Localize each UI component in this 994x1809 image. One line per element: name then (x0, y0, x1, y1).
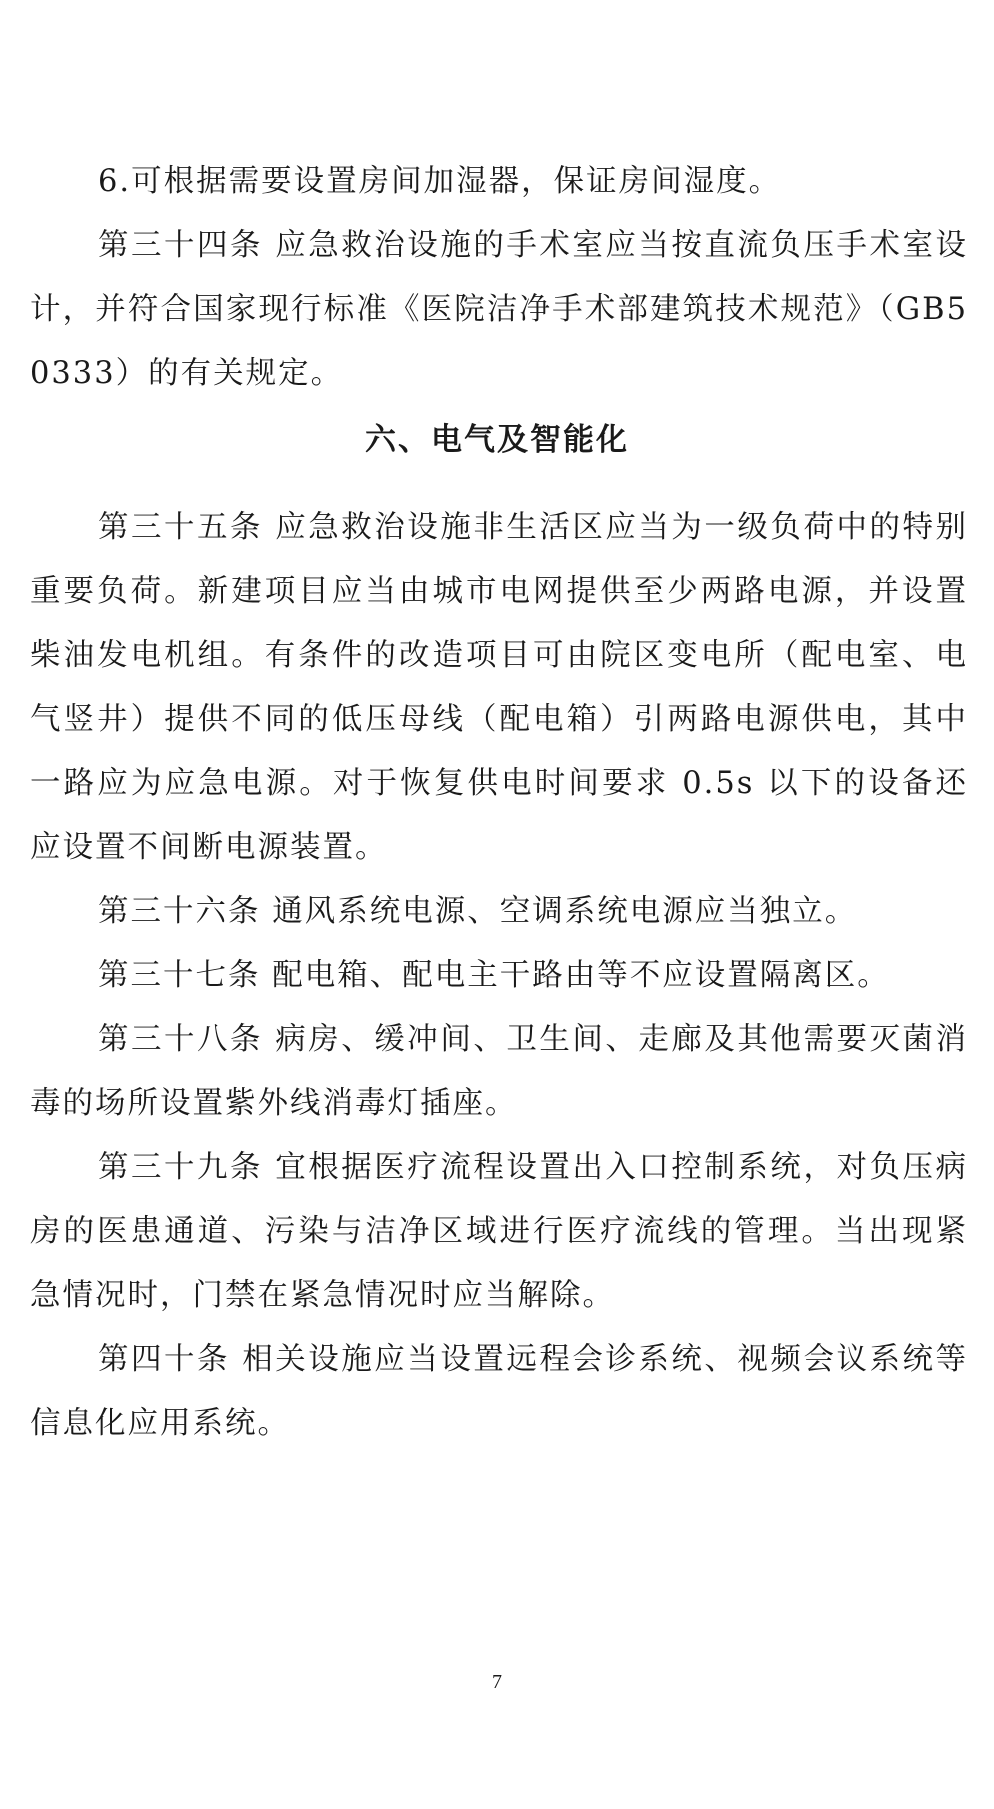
article-38: 第三十八条 病房、缓冲间、卫生间、走廊及其他需要灭菌消毒的场所设置紫外线消毒灯插座。 (30, 1022, 968, 1121)
section-heading: 六、电气及智能化 (365, 422, 629, 458)
article-37: 第三十七条 配电箱、配电主干路由等不应设置隔离区。 (98, 958, 890, 993)
page-number: 7 (492, 1671, 502, 1693)
article-35: 第三十五条 应急救治设施非生活区应当为一级负荷中的特别重要负荷。新建项目应当由城市电网提供至少两路电源，并设置柴油发电机组。有条件的改造项目可由院区变电所（配电室、电气竖井）提供不同的低压母线（配电箱）引两路电源供电，其中一路应为应急电源。对于恢复供电时间要求 0.5s 以下的设备还应设置不间断电源装置。 (30, 510, 968, 865)
article-40: 第四十条 相关设施应当设置远程会诊系统、视频会议系统等信息化应用系统。 (30, 1342, 968, 1441)
article-34: 第三十四条 应急救治设施的手术室应当按直流负压手术室设计，并符合国家现行标准《医院洁净手术部建筑技术规范》（GB50333）的有关规定。 (30, 228, 968, 391)
article-36: 第三十六条 通风系统电源、空调系统电源应当独立。 (98, 894, 858, 929)
paragraph-humidifier: 6.可根据需要设置房间加湿器，保证房间湿度。 (98, 164, 782, 199)
article-39: 第三十九条 宜根据医疗流程设置出入口控制系统，对负压病房的医患通道、污染与洁净区域进行医疗流线的管理。当出现紧急情况时，门禁在紧急情况时应当解除。 (30, 1150, 968, 1313)
